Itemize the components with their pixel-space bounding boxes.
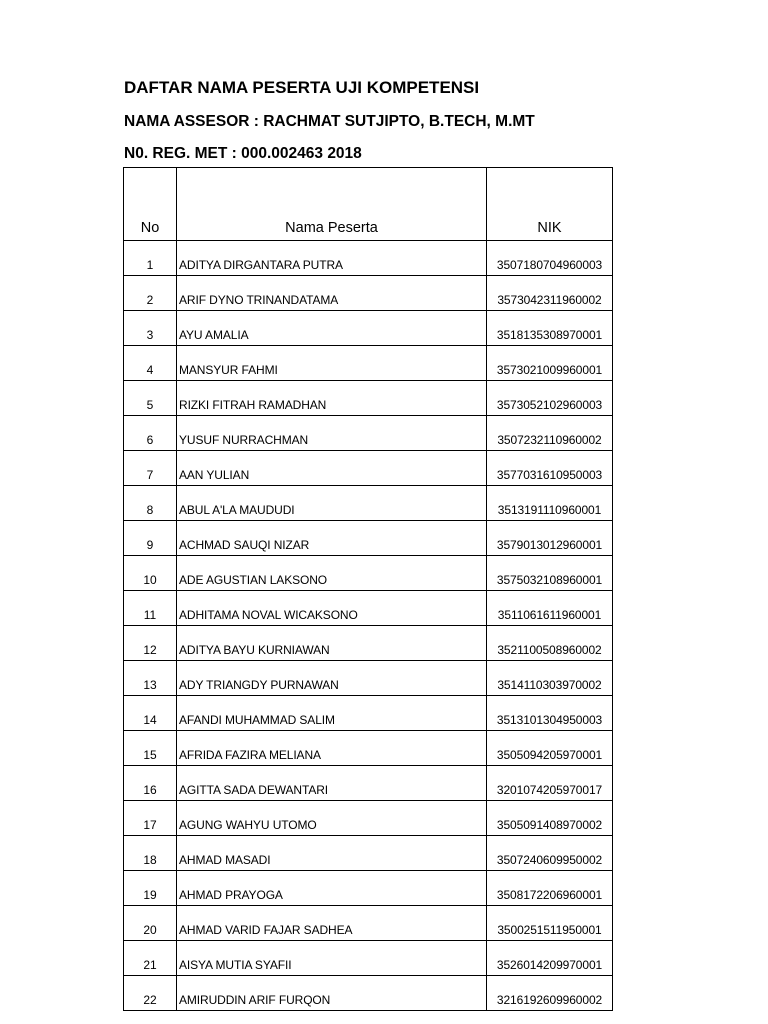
- row-nik: 3511061611960001: [487, 591, 613, 626]
- row-nik: 3201074205970017: [487, 766, 613, 801]
- row-nik: 3508172206960001: [487, 871, 613, 906]
- table-row: [124, 871, 613, 906]
- table-row: [124, 521, 613, 556]
- row-name: AHMAD MASADI: [177, 836, 487, 871]
- row-no: 2: [124, 276, 177, 311]
- table-row: [124, 346, 613, 381]
- row-nik: 3573021009960001: [487, 346, 613, 381]
- document-title: DAFTAR NAMA PESERTA UJI KOMPETENSI: [124, 78, 480, 97]
- registration-line: N0. REG. MET : 000.002463 2018: [124, 145, 362, 162]
- row-nik: 3505094205970001: [487, 731, 613, 766]
- row-name: ADITYA BAYU KURNIAWAN: [177, 626, 487, 661]
- row-no: 11: [124, 591, 177, 626]
- row-nik: 3500251511950001: [487, 906, 613, 941]
- table-row: [124, 941, 613, 976]
- table-row: [124, 731, 613, 766]
- row-name: AMIRUDDIN ARIF FURQON: [177, 976, 487, 1011]
- table-row: [124, 311, 613, 346]
- row-name: ADE AGUSTIAN LAKSONO: [177, 556, 487, 591]
- row-name: AHMAD VARID FAJAR SADHEA: [177, 906, 487, 941]
- row-name: ACHMAD SAUQI NIZAR: [177, 521, 487, 556]
- table-row: [124, 486, 613, 521]
- table-row: [124, 906, 613, 941]
- row-nik: 3518135308970001: [487, 311, 613, 346]
- header-nik: NIK: [487, 168, 613, 241]
- row-nik: 3507240609950002: [487, 836, 613, 871]
- row-nik: 3513191110960001: [487, 486, 613, 521]
- table-row: [124, 451, 613, 486]
- row-no: 1: [124, 241, 177, 276]
- table-row: [124, 416, 613, 451]
- row-name: YUSUF NURRACHMAN: [177, 416, 487, 451]
- row-name: AHMAD PRAYOGA: [177, 871, 487, 906]
- row-name: ADHITAMA NOVAL WICAKSONO: [177, 591, 487, 626]
- table-row: [124, 801, 613, 836]
- row-name: AAN YULIAN: [177, 451, 487, 486]
- row-no: 21: [124, 941, 177, 976]
- row-name: RIZKI FITRAH RAMADHAN: [177, 381, 487, 416]
- row-name: AGUNG WAHYU UTOMO: [177, 801, 487, 836]
- row-name: AFRIDA FAZIRA MELIANA: [177, 731, 487, 766]
- header-name: Nama Peserta: [177, 168, 487, 241]
- table-row: [124, 556, 613, 591]
- row-name: ARIF DYNO TRINANDATAMA: [177, 276, 487, 311]
- row-no: 19: [124, 871, 177, 906]
- row-nik: 3505091408970002: [487, 801, 613, 836]
- row-nik: 3577031610950003: [487, 451, 613, 486]
- row-no: 17: [124, 801, 177, 836]
- row-no: 3: [124, 311, 177, 346]
- row-nik: 3573042311960002: [487, 276, 613, 311]
- row-name: AFANDI MUHAMMAD SALIM: [177, 696, 487, 731]
- row-nik: 3526014209970001: [487, 941, 613, 976]
- table-row: [124, 241, 613, 276]
- assessor-line: NAMA ASSESOR : RACHMAT SUTJIPTO, B.TECH, M.MT: [124, 113, 535, 130]
- row-no: 16: [124, 766, 177, 801]
- table-row: [124, 696, 613, 731]
- table-row: [124, 661, 613, 696]
- row-no: 22: [124, 976, 177, 1011]
- row-no: 4: [124, 346, 177, 381]
- table-row: [124, 766, 613, 801]
- row-no: 13: [124, 661, 177, 696]
- header-no: No: [124, 168, 177, 241]
- row-name: ABUL A'LA MAUDUDI: [177, 486, 487, 521]
- row-nik: 3573052102960003: [487, 381, 613, 416]
- row-no: 14: [124, 696, 177, 731]
- row-nik: 3216192609960002: [487, 976, 613, 1011]
- row-no: 7: [124, 451, 177, 486]
- row-nik: 3575032108960001: [487, 556, 613, 591]
- table-row: [124, 626, 613, 661]
- row-no: 15: [124, 731, 177, 766]
- row-nik: 3579013012960001: [487, 521, 613, 556]
- table-row: [124, 276, 613, 311]
- table-header-row: [124, 168, 613, 241]
- row-name: ADY TRIANGDY PURNAWAN: [177, 661, 487, 696]
- row-nik: 3507180704960003: [487, 241, 613, 276]
- participant-table: [123, 167, 613, 1011]
- row-nik: 3514110303970002: [487, 661, 613, 696]
- table-row: [124, 976, 613, 1011]
- row-nik: 3513101304950003: [487, 696, 613, 731]
- row-nik: 3507232110960002: [487, 416, 613, 451]
- table-row: [124, 381, 613, 416]
- row-name: AISYA MUTIA SYAFII: [177, 941, 487, 976]
- row-no: 20: [124, 906, 177, 941]
- row-name: AYU AMALIA: [177, 311, 487, 346]
- table-row: [124, 591, 613, 626]
- row-name: AGITTA SADA DEWANTARI: [177, 766, 487, 801]
- table-row: [124, 836, 613, 871]
- row-no: 18: [124, 836, 177, 871]
- row-name: MANSYUR FAHMI: [177, 346, 487, 381]
- row-no: 8: [124, 486, 177, 521]
- row-no: 9: [124, 521, 177, 556]
- row-no: 10: [124, 556, 177, 591]
- row-nik: 3521100508960002: [487, 626, 613, 661]
- row-no: 6: [124, 416, 177, 451]
- table-body: [124, 241, 613, 1011]
- row-no: 12: [124, 626, 177, 661]
- row-name: ADITYA DIRGANTARA PUTRA: [177, 241, 487, 276]
- row-no: 5: [124, 381, 177, 416]
